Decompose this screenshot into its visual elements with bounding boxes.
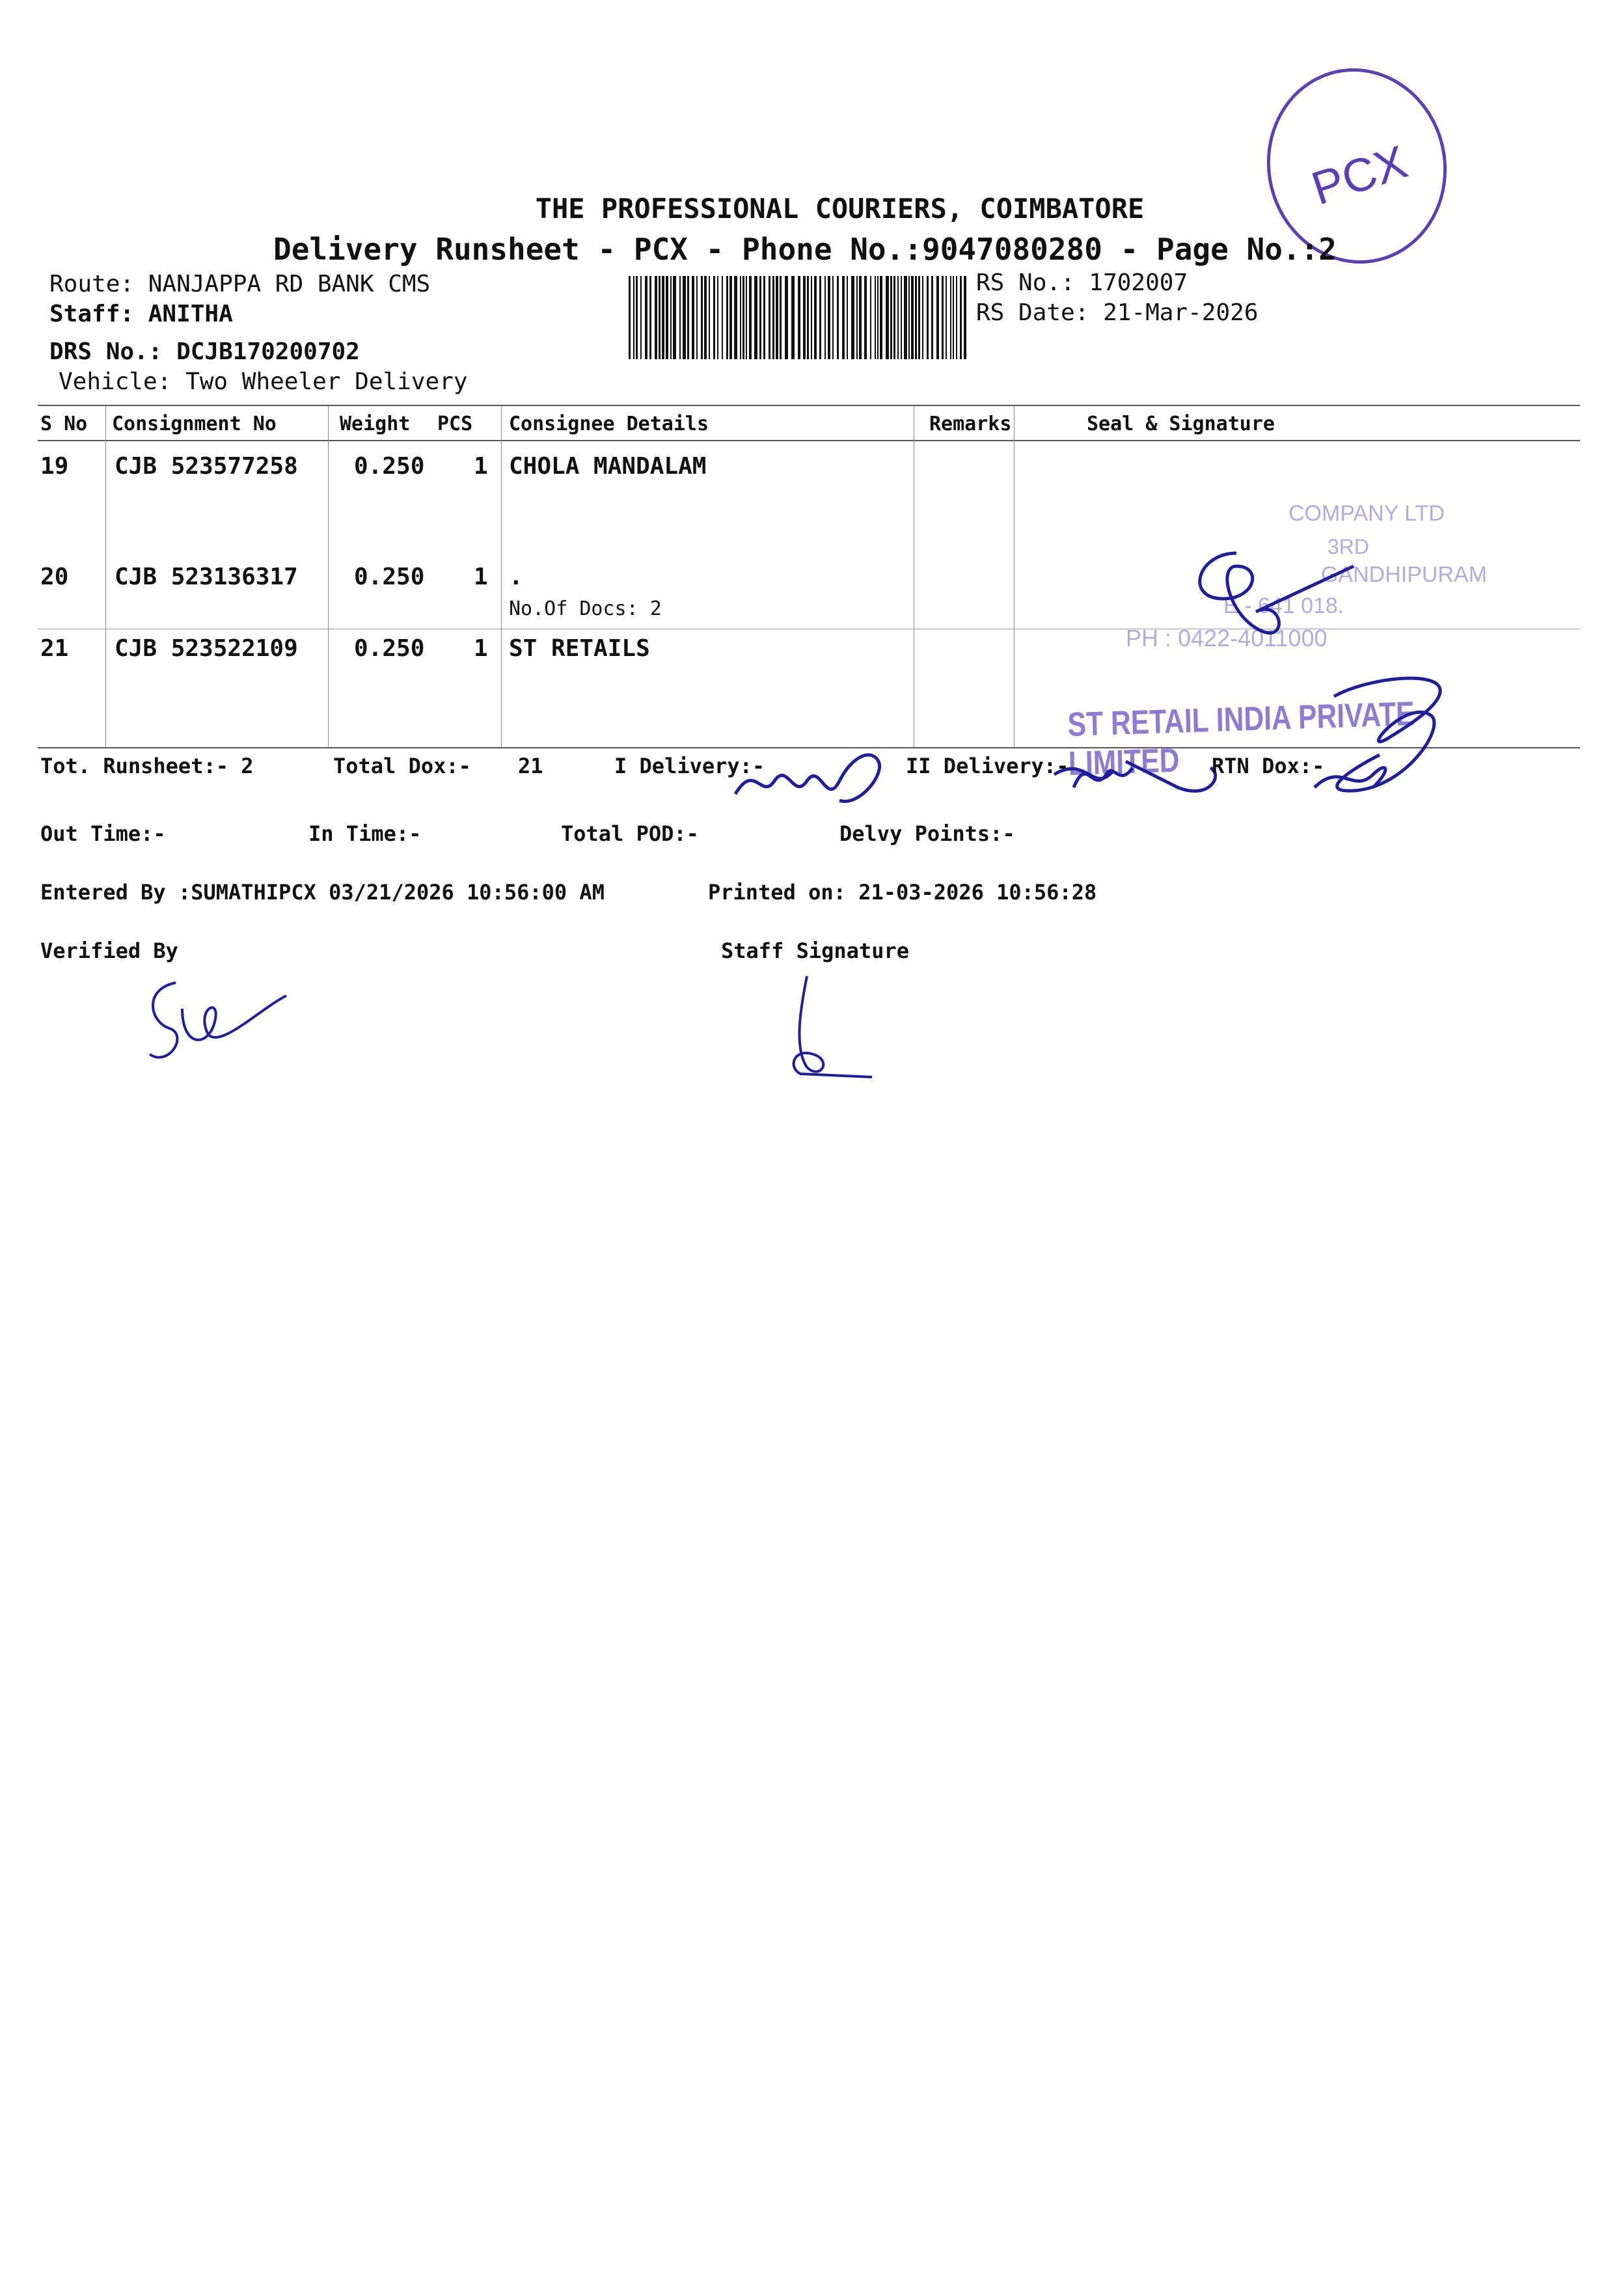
barcode-bar (875, 276, 876, 359)
barcode-bar (824, 276, 826, 359)
barcode-bar (870, 276, 871, 359)
col-header-consignment: Consignment No (112, 413, 277, 435)
barcode-bar (709, 276, 710, 359)
col-divider (328, 406, 329, 747)
barcode-bar (734, 276, 737, 359)
barcode-bar (803, 276, 806, 359)
col-divider (105, 406, 106, 747)
barcode-bar (950, 276, 951, 359)
barcode-bar (785, 276, 788, 359)
barcode-bar (717, 276, 718, 359)
table-row-consignment: CJB 523522109 (115, 635, 298, 662)
barcode-bar (749, 276, 752, 359)
total-dox-value: 21 (518, 754, 543, 778)
col-header-sno: S No (40, 413, 88, 435)
barcode-bar (901, 276, 902, 359)
barcode-bar (886, 276, 889, 359)
barcode-bar (754, 276, 757, 359)
table-row-consignee: CHOLA MANDALAM (509, 453, 707, 480)
barcode-bar (960, 276, 962, 359)
barcode-bar (811, 276, 812, 359)
barcode-bar (655, 276, 657, 359)
barcode-bar (726, 276, 728, 359)
table-row-note: No.Of Docs: 2 (509, 597, 662, 620)
rs-date-line (976, 299, 1259, 326)
barcode-bar (851, 276, 854, 359)
vehicle-line (59, 368, 468, 395)
barcode-bar (893, 276, 895, 359)
barcode-bar (956, 276, 957, 359)
stamp-line: 3RD (1328, 535, 1370, 558)
receiver-signature (1158, 527, 1484, 657)
barcode-bar (842, 276, 845, 359)
staff-signature-label: Staff Signature (721, 938, 909, 963)
barcode-bar (936, 276, 939, 359)
col-header-pcs: PCS (437, 413, 473, 435)
barcode-bar (713, 276, 715, 359)
ii-delivery: II Delivery:- (906, 754, 1069, 778)
staff-line (49, 301, 233, 327)
i-delivery: I Delivery:- (614, 754, 765, 778)
verified-by-signature (130, 970, 299, 1074)
route-value: NANJAPPA RD BANK CMS (148, 271, 431, 297)
col-header-seal: Seal & Signature (1087, 413, 1275, 435)
barcode-bar (759, 276, 761, 359)
staff-label: Staff: (49, 301, 135, 327)
col-header-consignee: Consignee Details (509, 413, 709, 435)
drs-value: DCJB170200702 (176, 338, 360, 365)
barcode-bar (729, 276, 732, 359)
col-header-weight: Weight (340, 413, 411, 435)
barcode-bar (683, 276, 686, 359)
barcode-bar (890, 276, 892, 359)
barcode-bar (828, 276, 830, 359)
vehicle-label: Vehicle: (59, 368, 172, 395)
table-top-rule (38, 405, 1580, 406)
table-row-pcs: 1 (474, 453, 488, 480)
out-time: Out Time:- (40, 821, 166, 846)
table-row-consignee: . (509, 564, 523, 590)
barcode-bar (776, 276, 778, 359)
drs-line (49, 338, 360, 365)
table-row-weight: 0.250 (354, 564, 425, 590)
barcode-bar (877, 276, 879, 359)
printed-on: Printed on: 21-03-2026 10:56:28 (708, 880, 1097, 905)
barcode-bar (922, 276, 923, 359)
vehicle-value: Two Wheeler Delivery (185, 368, 468, 395)
st-retail-stamp: ST RETAIL INDIA PRIVATE LIMITED (1067, 694, 1415, 783)
rs-no-label: RS No.: (976, 269, 1075, 296)
barcode-bar (819, 276, 821, 359)
barcode-bar (897, 276, 899, 359)
table-header-rule (38, 440, 1580, 441)
barcode-bar (953, 276, 954, 359)
in-time: In Time:- (308, 821, 422, 846)
barcode-bar (847, 276, 848, 359)
barcode-bar (964, 276, 966, 359)
barcode-bar (763, 276, 765, 359)
staff-value: ANITHA (148, 301, 233, 327)
table-row-sno: 19 (40, 453, 69, 480)
barcode-bar (791, 276, 795, 359)
barcode-bar (649, 276, 651, 359)
barcode-bar (662, 276, 664, 359)
barcode-bar (645, 276, 647, 359)
table-row-pcs: 1 (474, 564, 488, 590)
barcode-bar (629, 276, 631, 359)
col-divider (1014, 406, 1015, 747)
barcode-bar (704, 276, 707, 359)
barcode-bar (946, 276, 947, 359)
ii-delivery-signature (1067, 742, 1406, 807)
tot-runsheet: Tot. Runsheet:- 2 (40, 754, 254, 778)
drs-label: DRS No.: (49, 338, 163, 365)
i-delivery-signature (729, 735, 898, 813)
barcode-bar (942, 276, 944, 359)
barcode-bar (880, 276, 882, 359)
verified-by-label: Verified By (40, 938, 178, 963)
barcode-bar (814, 276, 817, 359)
barcode-bar (931, 276, 933, 359)
barcode-bar (772, 276, 774, 359)
barcode-bar (859, 276, 862, 359)
barcode-bar (918, 276, 920, 359)
barcode-bar (927, 276, 929, 359)
rs-no-line (976, 269, 1188, 296)
barcode-bar (701, 276, 703, 359)
col-header-remarks: Remarks (929, 413, 1012, 435)
stamp-line: GANDHIPURAM (1321, 562, 1488, 587)
barcode-bar (673, 276, 676, 359)
barcode-bar (679, 276, 681, 359)
barcode-bar (837, 276, 839, 359)
barcode-bar (915, 276, 917, 359)
stamp-line: E - 641 018. (1223, 594, 1344, 618)
rs-no-value: 1702007 (1089, 269, 1188, 296)
barcode-bar (633, 276, 634, 359)
barcode-bar (864, 276, 867, 359)
barcode-bar (780, 276, 782, 359)
table-row-consignee: ST RETAILS (509, 635, 650, 662)
barcode-bar (659, 276, 661, 359)
stamp-line: COMPANY LTD (1288, 501, 1445, 526)
barcode-bar (746, 276, 747, 359)
table-row-consignment: CJB 523577258 (115, 453, 298, 480)
barcode-bar (769, 276, 770, 359)
total-pod: Total POD:- (561, 821, 699, 846)
barcode-bar (670, 276, 672, 359)
barcode-bar (911, 276, 914, 359)
barcode-bar (740, 276, 741, 359)
barcode-bar (666, 276, 668, 359)
barcode-bar (832, 276, 834, 359)
table-row-weight: 0.250 (354, 453, 425, 480)
delvy-points: Delvy Points:- (839, 821, 1015, 846)
rs-date-label: RS Date: (976, 299, 1089, 326)
table-row-pcs: 1 (474, 635, 488, 662)
barcode-bar (798, 276, 800, 359)
rtn-dox: RTN Dox:- (1212, 754, 1325, 778)
barcode-bar (904, 276, 907, 359)
barcode-bar (807, 276, 809, 359)
barcode-bar (692, 276, 694, 359)
barcode-bar (856, 276, 858, 359)
table-row-sno: 20 (40, 564, 69, 590)
rs-date-value: 21-Mar-2026 (1103, 299, 1259, 326)
route-line (49, 271, 430, 297)
col-divider (501, 406, 502, 747)
stamp-line: PH : 0422-4011000 (1126, 625, 1328, 651)
route-label: Route: (49, 271, 135, 297)
table-row-weight: 0.250 (354, 635, 425, 662)
table-row-consignment: CJB 523136317 (115, 564, 298, 590)
entered-by: Entered By :SUMATHIPCX 03/21/2026 10:56:00 AM (40, 880, 605, 905)
table-row-sno: 21 (40, 635, 69, 662)
barcode-bar (722, 276, 723, 359)
barcode-bar (742, 276, 744, 359)
barcode-bar (640, 276, 642, 359)
total-dox-label: Total Dox:- (333, 754, 471, 778)
barcode-bar (636, 276, 638, 359)
company-title: THE PROFESSIONAL COURIERS, COIMBATORE (535, 193, 1145, 225)
barcode-bar (908, 276, 910, 359)
pcx-stamp-text: PCX (1305, 135, 1413, 215)
barcode (629, 276, 968, 359)
barcode-bar (696, 276, 698, 359)
staff-signature-mark (755, 970, 885, 1087)
runsheet-subtitle: Delivery Runsheet - PCX - Phone No.:9047080280 - Page No.:2 (273, 232, 1337, 267)
barcode-bar (687, 276, 689, 359)
